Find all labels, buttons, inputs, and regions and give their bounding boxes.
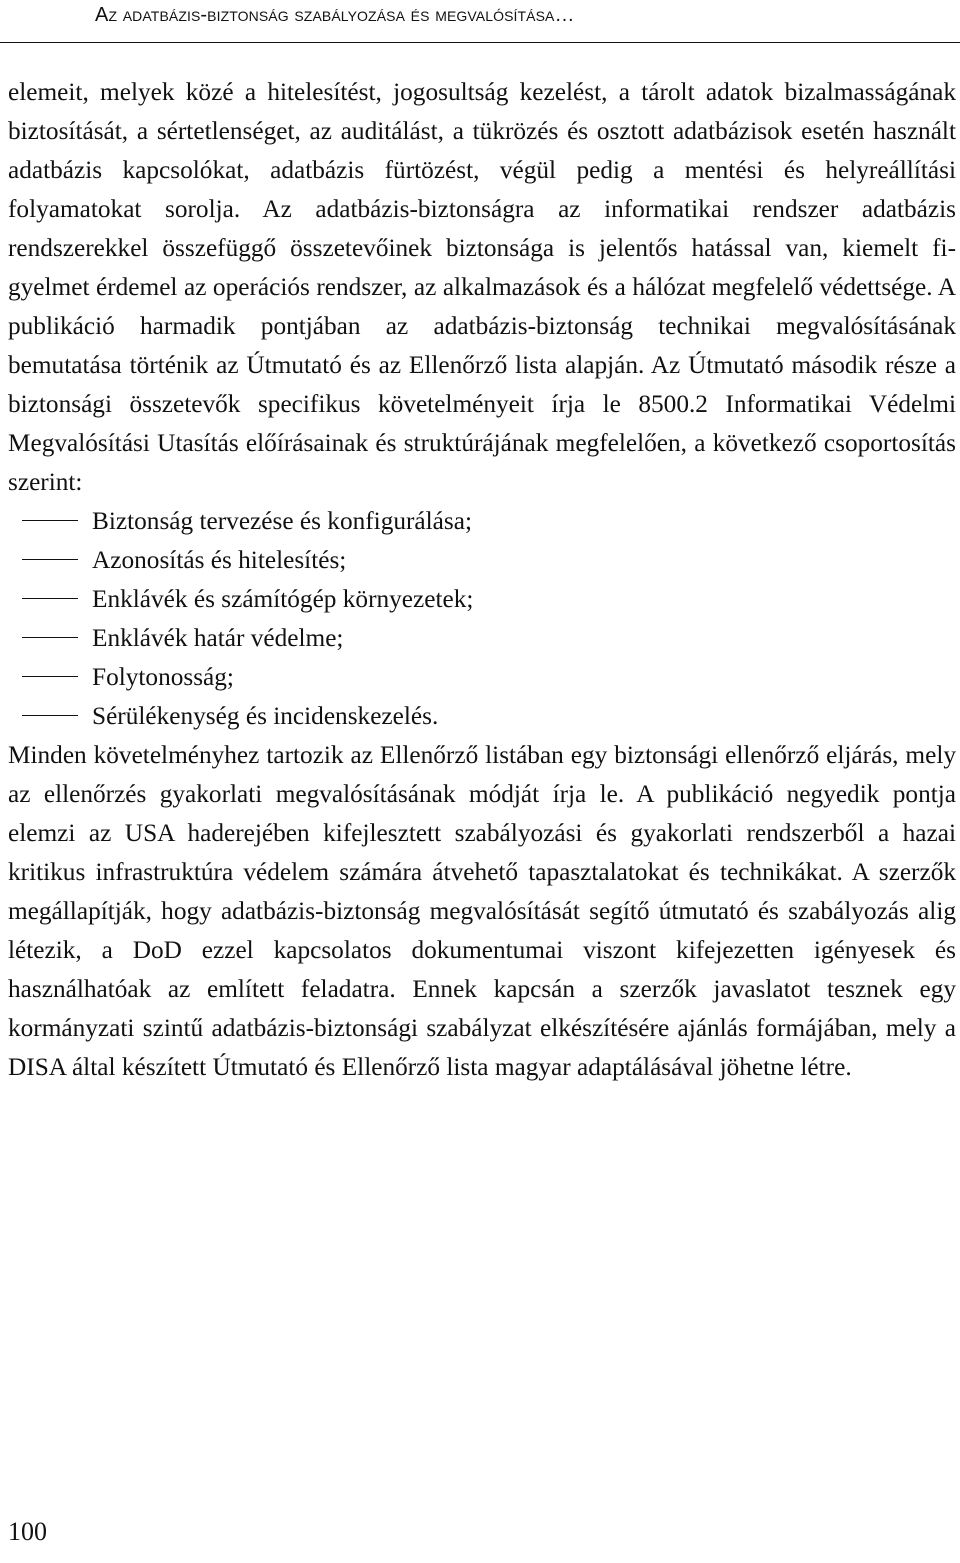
list-item bbox=[8, 658, 956, 697]
list-item-text: Enklávék határ védelme; bbox=[92, 624, 344, 652]
requirements-list bbox=[8, 502, 956, 736]
dash-bullet-icon bbox=[22, 559, 78, 560]
list-item-text: Sérülékenység és incidenskezelés. bbox=[92, 702, 439, 730]
dash-bullet-icon bbox=[22, 715, 78, 716]
page-number: 100 bbox=[8, 1517, 47, 1546]
body-paragraph-1: elemeit, melyek közé a hitelesítést, jogosultság kezelést, a tárolt adatok bizalmasságának biztosítását, a sértetlenséget, az auditálást, a tükrözés és osztott adatbázisok esetén használt adatbázis kapcsolókat, adatbázis fürtözést, végül pedig a mentési és helyreállítási folyamatokat sorolja. Az adatbázis-biztonságra az informatikai rendszer adatbázis rendszerekkel összefüggő összetevőinek biztonsága is jelentős hatással van, kiemelt figyelmet érdemel az operációs rendszer, az alkalmazások és a hálózat megfelelő védettsége. A publikáció harmadik pontjában az adatbázis-biztonság technikai megvalósításának bemutatása történik az Útmutató és az Ellenőrző lista alapján. Az Útmutató második része a biztonsági összetevők specifikus követelményeit írja le 8500.2 Informatikai Védelmi Megvalósítási Utasítás előírásainak és struktúrájának megfelelően, a következő csoportosítás szerint: bbox=[8, 78, 956, 496]
page-body bbox=[8, 73, 956, 1087]
dash-bullet-icon bbox=[22, 598, 78, 599]
list-item bbox=[8, 697, 956, 736]
dash-bullet-icon bbox=[22, 676, 78, 677]
list-item-text: Folytonosság; bbox=[92, 663, 234, 691]
dash-bullet-icon bbox=[22, 637, 78, 638]
list-item bbox=[8, 619, 956, 658]
header-rule bbox=[0, 42, 960, 43]
list-item bbox=[8, 502, 956, 541]
running-header: Az adatbázis-biztonság szabályozása és megvalósítása… bbox=[95, 4, 575, 26]
list-item-text: Azonosítás és hitelesítés; bbox=[92, 546, 347, 574]
body-paragraph-2: Minden követelményhez tartozik az Ellenőrző listában egy biztonsági ellenőrző eljárás, mely az ellenőrzés gyakorlati megvalósításának módját írja le. A publikáció negyedik pontja elemzi az USA haderejében kifejlesztett szabályozási és gyakorlati rendszerből a hazai kritikus infrastruktúra védelem számára átvehető tapasztalatokat és technikákat. A szerzők megállapítják, hogy adatbázis-biztonság megvalósítását segítő útmutató és szabályozás alig létezik, a DoD ezzel kapcsolatos dokumentumai viszont kifejezetten igényesek és használhatóak az említett feladatra. Ennek kapcsán a szerzők javaslatot tesznek egy kormányzati szintű adatbázis-biztonsági szabályzat elkészítésére ajánlás formájában, mely a DISA által készített Útmutató és Ellenőrző lista magyar adaptálásával jöhetne létre. bbox=[8, 741, 956, 1081]
dash-bullet-icon bbox=[22, 520, 78, 521]
list-item-text: Enklávék és számítógép környezetek; bbox=[92, 585, 474, 613]
list-item bbox=[8, 580, 956, 619]
list-item bbox=[8, 541, 956, 580]
list-item-text: Biztonság tervezése és konfigurálása; bbox=[92, 507, 473, 535]
